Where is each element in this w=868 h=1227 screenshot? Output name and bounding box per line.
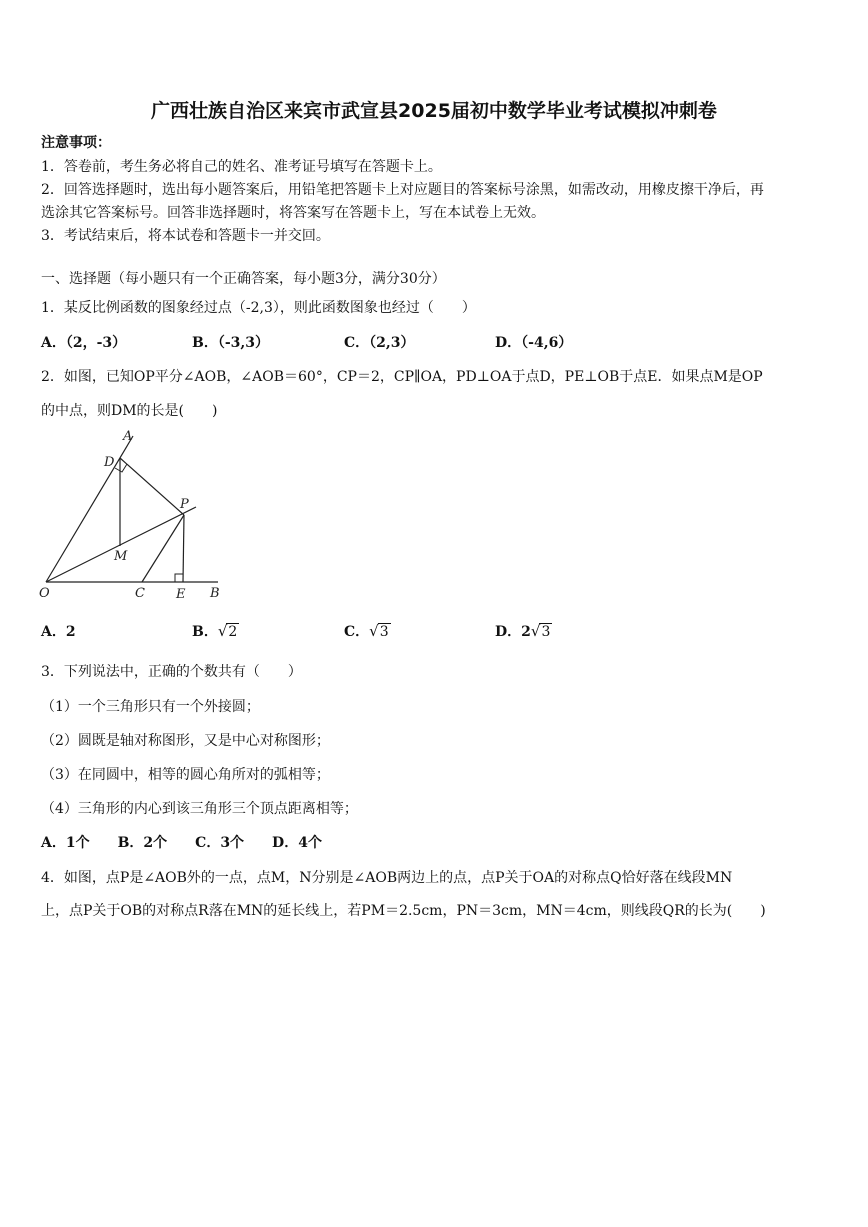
section-heading: 一、选择题（每小题只有一个正确答案，每小题3分，满分30分） bbox=[41, 271, 446, 287]
label-c: C bbox=[135, 586, 145, 601]
label-p: P bbox=[180, 497, 189, 512]
q1-stem: 1．某反比例函数的图象经过点（-2,3），则此函数图象也经过（ ） bbox=[41, 300, 476, 316]
q2-option-a-label: A． bbox=[41, 624, 66, 640]
q2-option-c-label: C． bbox=[344, 624, 370, 640]
q1-option-d: D．（-4,6） bbox=[495, 335, 573, 351]
q3-statement: （2）圆既是轴对称图形，又是中心对称图形； bbox=[41, 733, 330, 749]
q2-option-a-value: 2 bbox=[65, 624, 76, 640]
q4-stem-line2: 上，点P关于OB的对称点R落在MN的延长线上，若PM＝2.5cm，PN＝3cm，MN＝4cm，则线段QR的长为( ) bbox=[41, 903, 766, 919]
q2-figure bbox=[36, 428, 226, 602]
label-a: A bbox=[123, 429, 133, 444]
label-o: O bbox=[39, 586, 50, 601]
sqrt-sign: √ bbox=[369, 622, 379, 640]
label-e: E bbox=[176, 587, 186, 602]
sqrt-sign: √ bbox=[530, 622, 541, 640]
q3-options: A．1个 B．2个 C．3个 D．4个 bbox=[41, 835, 322, 851]
q2-option-a bbox=[41, 621, 76, 641]
q2-option-d-radicand: 3 bbox=[541, 624, 551, 640]
notice-heading: 注意事项： bbox=[41, 135, 111, 151]
q2-option-b-radicand: 2 bbox=[228, 624, 238, 640]
q3-statement: （3）在同圆中，相等的圆心角所对的弧相等； bbox=[41, 767, 330, 783]
q3-stem: 3．下列说法中，正确的个数共有（ ） bbox=[41, 664, 302, 680]
notice-item: 3．考试结束后，将本试卷和答题卡一并交回。 bbox=[41, 228, 330, 244]
page-title: 广西壮族自治区来宾市武宣县2025届初中数学毕业考试模拟冲刺卷 bbox=[151, 100, 717, 122]
label-b: B bbox=[210, 586, 220, 601]
q2-option-d-label: D． bbox=[495, 624, 522, 640]
notice-item: 选涂其它答案标号。回答非选择题时，将答案写在答题卡上，写在本试卷上无效。 bbox=[41, 205, 545, 221]
notice-item: 1．答卷前，考生务必将自己的姓名、准考证号填写在答题卡上。 bbox=[41, 159, 442, 175]
label-m: M bbox=[114, 549, 128, 564]
q2-option-b-label: B． bbox=[192, 624, 218, 640]
q2-option-b bbox=[192, 621, 239, 641]
sqrt-sign: √ bbox=[217, 622, 228, 640]
q2-option-c bbox=[344, 621, 391, 641]
q3-statement: （4）三角形的内心到该三角形三个顶点距离相等； bbox=[41, 801, 358, 817]
q2-option-c-radicand: 3 bbox=[379, 624, 389, 640]
label-d: D bbox=[104, 455, 115, 470]
q1-option-b: B．（-3,3） bbox=[192, 335, 269, 351]
q3-statement: （1）一个三角形只有一个外接圆； bbox=[41, 699, 260, 715]
notice-item: 2．回答选择题时，选出每小题答案后，用铅笔把答题卡上对应题目的答案标号涂黑，如需改动，用橡皮擦干净后，再 bbox=[41, 182, 764, 198]
q4-stem-line1: 4．如图，点P是∠AOB外的一点，点M，N分别是∠AOB两边上的点，点P关于OA的对称点Q恰好落在线段MN bbox=[41, 870, 733, 886]
q2-option-d bbox=[495, 621, 552, 641]
q2-option-d-coef: 2 bbox=[521, 624, 531, 640]
q2-stem-line2: 的中点，则DM的长是( ) bbox=[41, 403, 218, 419]
q1-option-c: C．（2,3） bbox=[344, 335, 415, 351]
q2-stem-line1: 2．如图，已知OP平分∠AOB，∠AOB＝60°，CP＝2，CP∥OA，PD⊥OA于点D，PE⊥OB于点E．如果点M是OP bbox=[41, 369, 763, 385]
q1-option-a: A．（2，-3） bbox=[41, 335, 127, 351]
